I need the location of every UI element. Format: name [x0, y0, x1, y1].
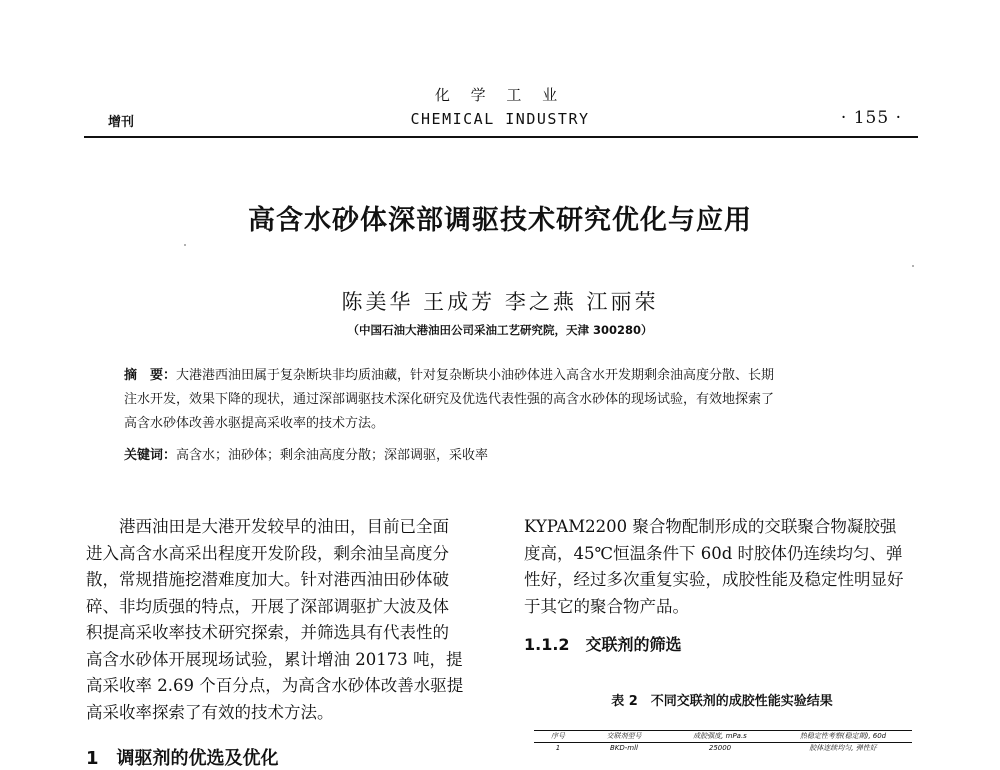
scan-speck — [912, 265, 914, 267]
table-header-cell: 成胶强度, mPa.s — [693, 732, 747, 740]
text-line: 积提高采收率技术研究探索，并筛选具有代表性的 — [86, 623, 449, 642]
text-line: 碎、非均质强的特点，开展了深部调驱扩大波及体 — [86, 596, 449, 616]
text-line: 港西油田是大港开发较早的油田，目前已全面 — [119, 517, 449, 536]
text-line: KYPAM2200 聚合物配制形成的交联聚合物凝胶强 — [524, 517, 897, 536]
table-cell: BKD-mll — [609, 744, 639, 752]
text-line: 高含水砂体开展现场试验，累计增油 20173 吨，提 — [86, 649, 463, 669]
table-header-cell: 交联剂型号 — [606, 732, 642, 740]
body-paragraph — [86, 514, 478, 726]
table-header-cell: 热稳定性考察(稳定期), 60d — [799, 732, 887, 740]
table-caption: 表 2 不同交联剂的成胶性能实验结果 — [611, 694, 833, 709]
keywords-label: 关键词： — [124, 448, 177, 463]
issue-label: 增刊 — [108, 115, 135, 130]
keywords — [124, 444, 894, 463]
abstract — [124, 364, 894, 436]
journal-title-en: CHEMICAL INDUSTRY — [410, 110, 590, 128]
header-rule — [84, 136, 918, 138]
text-line: 进入高含水高采出程度开发阶段，剩余油呈高度分 — [86, 543, 449, 563]
abstract-line — [124, 364, 894, 388]
text-line: 度高，45℃恒温条件下 60d 时胶体仍连续均匀、弹 — [524, 543, 903, 563]
scan-speck — [184, 244, 186, 246]
section-heading: 1 调驱剂的优选及优化 — [86, 748, 279, 769]
page-number: · 155 · — [840, 108, 902, 128]
article-title: 高含水砂体深部调驱技术研究优化与应用 — [248, 205, 752, 236]
body-left-column — [86, 514, 478, 726]
table-cell: 25000 — [708, 744, 732, 752]
article-authors: 陈美华 王成芳 李之燕 江丽荣 — [341, 290, 659, 314]
author-affiliation: （中国石油大港油田公司采油工艺研究院，天津 300280） — [347, 323, 653, 337]
results-table — [534, 730, 912, 754]
keywords-text: 高含水；油砂体；剩余油高度分散；深部调驱，采收率 — [176, 448, 489, 463]
abstract-label: 摘 要： — [124, 368, 177, 383]
table-header-row — [534, 731, 912, 742]
abstract-text: 大港港西油田属于复杂断块非均质油藏，针对复杂断块小油砂体进入高含水开发期剩余油高度分散、长期 — [176, 368, 775, 383]
table-cell: 1 — [555, 744, 561, 752]
abstract-line: 注水开发，效果下降的现状，通过深部调驱技术深化研究及优选代表性强的高含水砂体的现场试验，有效地探索了 — [124, 392, 775, 407]
body-right-column — [524, 514, 920, 620]
abstract-line: 高含水砂体改善水驱提高采收率的技术方法。 — [124, 416, 385, 431]
table-row — [534, 743, 912, 754]
text-line: 于其它的聚合物产品。 — [524, 596, 689, 616]
subsection-heading: 1.1.2 交联剂的筛选 — [524, 635, 682, 654]
table-header-cell: 序号 — [551, 732, 565, 740]
journal-title-cn: 化 学 工 业 — [434, 86, 566, 104]
table-cell: 胶体连续均匀, 弹性好 — [809, 744, 877, 752]
text-line: 高采收率 2.69 个百分点，为高含水砂体改善水驱提 — [86, 676, 464, 695]
text-line: 性好，经过多次重复实验，成胶性能及稳定性明显好 — [524, 570, 904, 589]
text-line: 高采收率探索了有效的技术方法。 — [86, 702, 334, 722]
body-paragraph — [524, 514, 920, 620]
text-line: 散，常规措施挖潜难度加大。针对港西油田砂体破 — [86, 570, 449, 589]
